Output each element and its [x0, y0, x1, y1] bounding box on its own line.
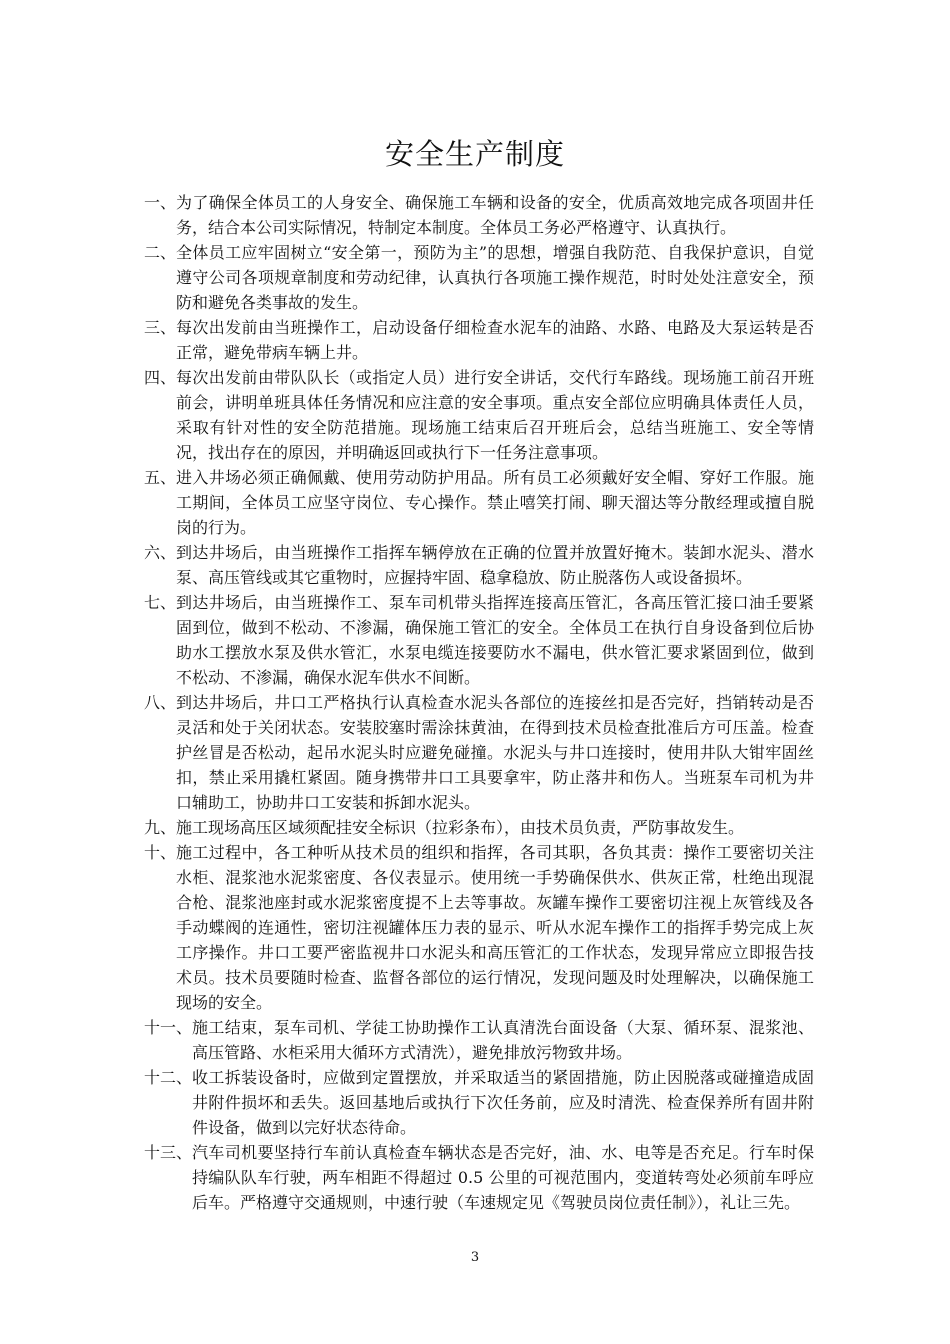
- item-number: 一、: [144, 193, 177, 212]
- item-number: 十三、: [144, 1143, 193, 1162]
- page-number: 3: [470, 1250, 480, 1265]
- list-item: [144, 240, 814, 315]
- item-number: 十一、: [144, 1018, 193, 1037]
- list-item: [144, 365, 814, 465]
- list-item: [144, 540, 814, 590]
- document-body: [144, 190, 814, 1215]
- item-text: 进入井场必须正确佩戴、使用劳动防护用品。所有员工必须戴好安全帽、穿好工作服。施工期间，全体员工应坚守岗位、专心操作。禁止嘻笑打闹、聊天溜达等分散经理或擅自脱岗的行为。: [176, 468, 814, 537]
- list-item: [144, 690, 814, 815]
- item-number: 三、: [144, 318, 177, 337]
- list-item: [144, 1065, 814, 1140]
- item-number: 四、: [144, 368, 177, 387]
- list-item: [144, 465, 814, 540]
- list-item: [144, 590, 814, 690]
- item-text: 汽车司机要坚持行车前认真检查车辆状态是否完好，油、水、电等是否充足。行车时保持编队队车行驶，两车相距不得超过 0.5 公里的可视范围内，变道转弯处必须前车呼应后车。严格遵守交通规则，中速行驶（车速规定见《驾驶员岗位责任制》），礼让三先。: [192, 1143, 814, 1212]
- item-text: 到达井场后，井口工严格执行认真检查水泥头各部位的连接丝扣是否完好，挡销转动是否灵活和处于关闭状态。安装胶塞时需涂抹黄油，在得到技术员检查批准后方可压盖。检查护丝冒是否松动，起吊水泥头时应避免碰撞。水泥头与井口连接时，使用井队大钳牢固丝扣，禁止采用撬杠紧固。随身携带井口工具要拿牢，防止落井和伤人。当班泵车司机为井口辅助工，协助井口工安装和拆卸水泥头。: [176, 693, 814, 812]
- document-title: 安全生产制度: [384, 137, 565, 171]
- item-text: 到达井场后，由当班操作工指挥车辆停放在正确的位置并放置好掩木。装卸水泥头、潜水泵、高压管线或其它重物时，应握持牢固、稳拿稳放、防止脱落伤人或设备损坏。: [176, 543, 814, 587]
- item-number: 六、: [144, 543, 177, 562]
- item-text: 每次出发前由带队队长（或指定人员）进行安全讲话，交代行车路线。现场施工前召开班前会，讲明单班具体任务情况和应注意的安全事项。重点安全部位应明确具体责任人员，采取有针对性的安全防范措施。现场施工结束后召开班后会，总结当班施工、安全等情况，找出存在的原因，并明确返回或执行下一任务注意事项。: [176, 368, 814, 462]
- item-text: 施工现场高压区域须配挂安全标识（拉彩条布），由技术员负责，严防事故发生。: [176, 818, 745, 837]
- item-number: 二、: [144, 243, 177, 262]
- list-item: [144, 815, 814, 840]
- item-number: 七、: [144, 593, 177, 612]
- list-item: [144, 190, 814, 240]
- item-text: 收工拆装设备时，应做到定置摆放，并采取适当的紧固措施，防止因脱落或碰撞造成固井附件损坏和丢失。返回基地后或执行下次任务前，应及时清洗、检查保养所有固井附件设备，做到以完好状态待命。: [192, 1068, 814, 1137]
- item-text: 施工过程中，各工种听从技术员的组织和指挥，各司其职，各负其责：操作工要密切关注水柜、混浆池水泥浆密度、各仪表显示。使用统一手势确保供水、供灰正常，杜绝出现混合枪、混浆池座封或水泥浆密度提不上去等事故。灰罐车操作工要密切注视上灰管线及各手动蝶阀的连通性，密切注视罐体压力表的显示、听从水泥车操作工的指挥手势完成上灰工序操作。井口工要严密监视井口水泥头和高压管汇的工作状态，发现异常应立即报告技术员。技术员要随时检查、监督各部位的运行情况，发现问题及时处理解决，以确保施工现场的安全。: [176, 843, 814, 1012]
- item-text: 全体员工应牢固树立“安全第一，预防为主”的思想，增强自我防范、自我保护意识，自觉遵守公司各项规章制度和劳动纪律，认真执行各项施工操作规范，时时处处注意安全，预防和避免各类事故的发生。: [176, 243, 814, 312]
- item-number: 八、: [144, 693, 177, 712]
- item-number: 十、: [144, 843, 177, 862]
- list-item: [144, 1015, 814, 1065]
- item-number: 十二、: [144, 1068, 193, 1087]
- item-number: 五、: [144, 468, 177, 487]
- list-item: [144, 1140, 814, 1215]
- list-item: [144, 840, 814, 1015]
- item-text: 每次出发前由当班操作工，启动设备仔细检查水泥车的油路、水路、电路及大泵运转是否正常，避免带病车辆上井。: [176, 318, 814, 362]
- item-text: 到达井场后，由当班操作工、泵车司机带头指挥连接高压管汇，各高压管汇接口油壬要紧固到位，做到不松动、不渗漏，确保施工管汇的安全。全体员工在执行自身设备到位后协助水工摆放水泵及供水管汇，水泵电缆连接要防水不漏电，供水管汇要求紧固到位，做到不松动、不渗漏，确保水泥车供水不间断。: [176, 593, 814, 687]
- list-item: [144, 315, 814, 365]
- item-number: 九、: [144, 818, 177, 837]
- item-text: 施工结束，泵车司机、学徒工协助操作工认真清洗台面设备（大泵、循环泵、混浆池、高压管路、水柜采用大循环方式清洗），避免排放污物致井场。: [192, 1018, 814, 1062]
- item-text: 为了确保全体员工的人身安全、确保施工车辆和设备的安全，优质高效地完成各项固井任务，结合本公司实际情况，特制定本制度。全体员工务必严格遵守、认真执行。: [176, 193, 814, 237]
